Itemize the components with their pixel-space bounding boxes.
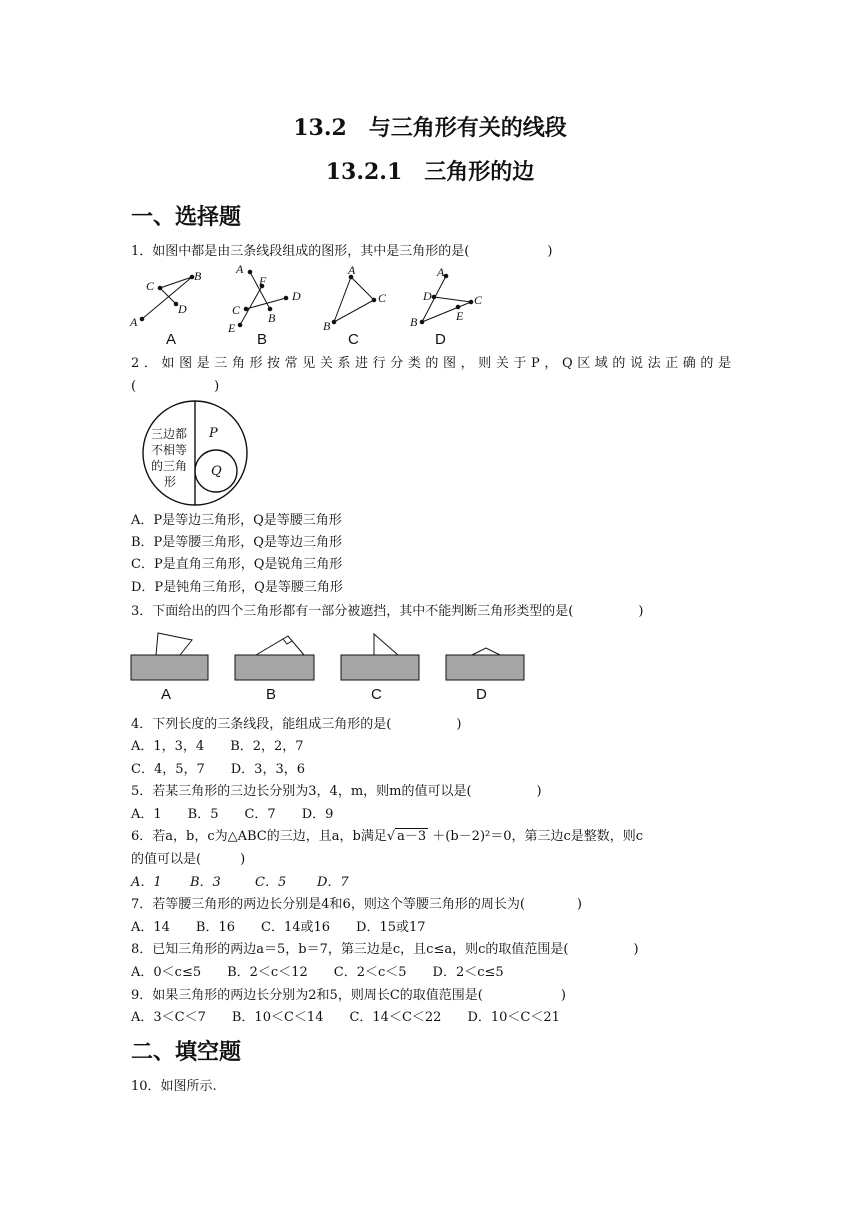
- q1c-label-b: B: [323, 319, 331, 333]
- question-7-stem: 7．若等腰三角形的两边长分别是4和6，则这个等腰三角形的周长为( ): [131, 897, 582, 912]
- q6-option-c: C．5: [255, 875, 287, 890]
- question-9-stem: 9．如果三角形的两边长分别为2和5，则周长C的取值范围是( ): [131, 988, 566, 1003]
- q1-caption-b: B: [257, 331, 268, 348]
- q1a-label-a: A: [130, 315, 138, 329]
- q6-sqrt-content: a－3: [397, 829, 427, 844]
- q1b-label-e: E: [228, 321, 236, 335]
- question-10-stem: 10．如图所示.: [131, 1079, 217, 1094]
- q1-figures: [126, 262, 726, 342]
- q1d-label-d: D: [423, 289, 432, 303]
- q1b-label-f: F: [259, 274, 267, 288]
- q1d-label-e: E: [456, 309, 464, 323]
- question-5-stem: 5．若某三角形的三边长分别为3，4，m，则m的值可以是( ): [131, 784, 542, 799]
- page-subtitle: 13.2.1 三角形的边: [325, 159, 535, 185]
- q1a-label-d: D: [178, 302, 187, 316]
- q3-figure-a: [131, 633, 208, 680]
- q8-options: A．0＜c≤5 B．2＜c＜12 C．2＜c＜5 D．2＜c≤5: [131, 965, 504, 980]
- q3-figure-b: [235, 636, 314, 680]
- q2-option-c: C．P是直角三角形，Q是锐角三角形: [131, 557, 343, 572]
- q1a-label-c: C: [146, 279, 155, 293]
- q1b-label-b: B: [268, 311, 276, 325]
- venn-label-q: Q: [211, 464, 222, 479]
- q2-option-a: A．P是等边三角形，Q是等腰三角形: [131, 513, 342, 528]
- q1d-label-c: C: [474, 293, 483, 307]
- section-heading-fill-blank: 二、填空题: [131, 1039, 242, 1065]
- question-3-stem: 3．下面给出的四个三角形都有一部分被遮挡，其中不能判断三角形类型的是( ): [131, 604, 644, 619]
- q2-option-d: D．P是钝角三角形，Q是等腰三角形: [131, 580, 343, 595]
- q2-option-b: B．P是等腰三角形，Q是等边三角形: [131, 535, 342, 550]
- venn-left-text-2: 不相等: [151, 443, 188, 457]
- venn-left-text-1: 三边都: [151, 427, 188, 441]
- q3-figure-d: [446, 648, 524, 680]
- q3-caption-a: A: [161, 686, 172, 703]
- q1-caption-c: C: [348, 331, 359, 348]
- question-6-stem-line2: 的值可以是( ): [131, 852, 246, 867]
- question-2-stem: 2．如图是三角形按常见关系进行分类的图，则关于P，Q区域的说法正确的是: [131, 356, 731, 371]
- question-8-stem: 8．已知三角形的两边a＝5，b＝7，第三边是c，且c≤a，则c的取值范围是( ): [131, 942, 639, 957]
- q3-figure-c: [341, 634, 419, 680]
- q1-caption-d: D: [435, 331, 446, 348]
- q6-sqrt-sign: √: [386, 829, 396, 844]
- section-heading-choice: 一、选择题: [131, 204, 242, 230]
- q9-options: A．3＜C＜7 B．10＜C＜14 C．14＜C＜22 D．10＜C＜21: [131, 1010, 560, 1025]
- q4-options-line2: C．4，5，7 D．3，3，6: [131, 762, 305, 777]
- venn-left-text-3: 的三角: [151, 459, 188, 473]
- question-4-stem: 4．下列长度的三条线段，能组成三角形的是( ): [131, 717, 462, 732]
- q3-caption-d: D: [476, 686, 487, 703]
- q1b-label-a: A: [236, 262, 244, 276]
- q7-options: A．14 B．16 C．14或16 D．15或17: [131, 920, 426, 935]
- q1c-label-c: C: [378, 291, 387, 305]
- q1-figure-c: [332, 275, 376, 324]
- q1a-label-b: B: [194, 269, 202, 283]
- q1c-label-a: A: [348, 263, 356, 277]
- venn-label-p: P: [209, 426, 218, 441]
- q1d-label-b: B: [410, 315, 418, 329]
- q3-figures: [128, 630, 528, 690]
- q1b-label-d: D: [292, 289, 301, 303]
- q4-options-line1: A．1，3，4 B．2，2，7: [131, 739, 304, 754]
- q3-caption-c: C: [371, 686, 382, 703]
- q6-option-a: A．1: [131, 875, 162, 890]
- q3-caption-b: B: [266, 686, 277, 703]
- q1d-label-a: A: [437, 265, 445, 279]
- question-6-stem: [131, 828, 643, 846]
- q6-stem-pre: 6．若a，b，c为△ABC的三边，且a，b满足: [131, 829, 387, 844]
- q6-stem-post: ＋(b－2)²＝0，第三边c是整数，则c: [428, 829, 644, 844]
- venn-left-text-4: 形: [164, 475, 177, 489]
- q6-option-d: D．7: [317, 875, 349, 890]
- q1b-label-c: C: [232, 303, 241, 317]
- question-1-stem: 1．如图中都是由三条线段组成的图形，其中是三角形的是( ): [131, 244, 553, 259]
- q1-caption-a: A: [166, 331, 177, 348]
- question-2-stem-line2: ( ): [131, 379, 220, 394]
- page-title: 13.2 与三角形有关的线段: [293, 115, 567, 141]
- q6-option-b: B．3: [190, 875, 221, 890]
- q5-options: A．1 B．5 C．7 D．9: [131, 807, 334, 822]
